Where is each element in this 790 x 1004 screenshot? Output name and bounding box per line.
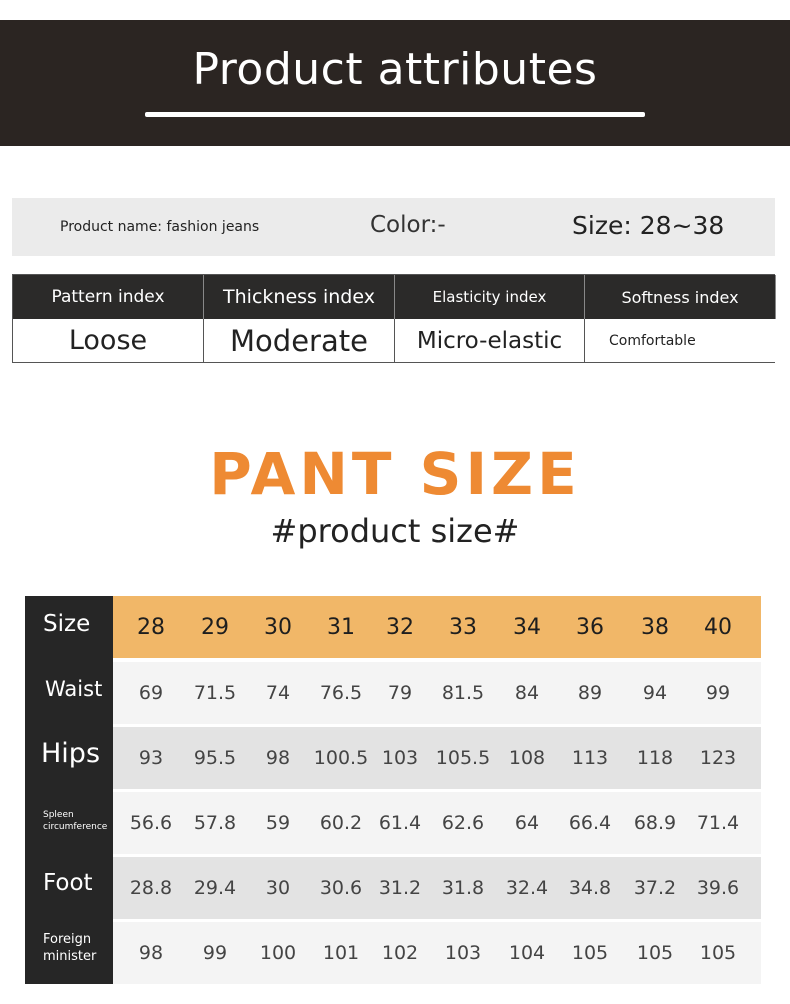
- size-chart-cell: 71.5: [193, 682, 237, 704]
- product-size-range: Size: 28~38: [572, 211, 725, 240]
- row-label-size: Size: [43, 611, 91, 637]
- size-chart-cell: 29.4: [193, 877, 237, 899]
- size-chart-cell: 104: [508, 942, 546, 964]
- row-label-foreign-line1: Foreign: [43, 932, 92, 947]
- row-label-spleen-line2: circumference: [43, 822, 108, 832]
- row-label-foreign-line2: minister: [43, 949, 97, 964]
- size-chart-cell: 71.4: [696, 812, 740, 834]
- size-chart-cell: 40: [704, 614, 732, 640]
- attr-header-pattern: Pattern index: [13, 275, 204, 319]
- size-chart-cell: 29: [201, 614, 229, 640]
- size-chart-cell: 31.8: [441, 877, 485, 899]
- size-chart-table: [25, 596, 761, 984]
- size-chart-cell: 32.4: [505, 877, 549, 899]
- row-label-foot: Foot: [43, 870, 93, 896]
- size-chart-cell: 60.2: [319, 812, 363, 834]
- row-label-waist: Waist: [45, 677, 103, 701]
- pant-size-heading: PANT SIZE: [209, 440, 581, 508]
- size-chart-cell: 76.5: [319, 682, 363, 704]
- product-color: Color:-: [370, 212, 446, 238]
- spleen-circumference-row: [113, 792, 761, 854]
- size-chart-cell: 103: [444, 942, 482, 964]
- attr-header-elasticity: Elasticity index: [395, 275, 585, 319]
- attr-header-thickness: Thickness index: [204, 275, 395, 319]
- size-chart-cell: 101: [322, 942, 360, 964]
- size-chart-cell: 34: [513, 614, 541, 640]
- size-chart-cell: 38: [641, 614, 669, 640]
- attr-value-thickness: Moderate: [204, 319, 395, 362]
- size-chart-cell: 123: [699, 747, 737, 769]
- size-chart-cell: 100.5: [313, 747, 369, 769]
- size-chart-cell: 105: [571, 942, 609, 964]
- size-chart-cell: 118: [636, 747, 674, 769]
- size-chart-cell: 74: [265, 682, 291, 704]
- size-chart-cell: 105.5: [435, 747, 491, 769]
- size-chart-cell: 39.6: [696, 877, 740, 899]
- size-chart-cell: 105: [699, 942, 737, 964]
- size-chart-cell: 59: [265, 812, 291, 834]
- size-chart-cell: 98: [138, 942, 164, 964]
- size-chart-cell: 31: [327, 614, 355, 640]
- size-chart-cell: 79: [387, 682, 413, 704]
- foreign-minister-row: [113, 922, 761, 984]
- row-label-spleen: [43, 809, 107, 833]
- size-chart-cell: 103: [381, 747, 419, 769]
- attr-value-softness: Comfortable: [585, 319, 776, 362]
- attributes-table: [12, 274, 775, 363]
- size-chart-cell: 61.4: [378, 812, 422, 834]
- size-chart-cell: 33: [449, 614, 477, 640]
- size-chart-cell: 34.8: [568, 877, 612, 899]
- size-chart-cell: 30: [265, 877, 291, 899]
- title-underline: [145, 112, 645, 117]
- foot-row: [113, 857, 761, 919]
- size-chart-cell: 102: [381, 942, 419, 964]
- size-chart-cell: 28: [137, 614, 165, 640]
- size-chart-cell: 69: [138, 682, 164, 704]
- size-chart-cell: 98: [265, 747, 291, 769]
- size-chart-cell: 62.6: [441, 812, 485, 834]
- attr-value-pattern: Loose: [13, 319, 204, 362]
- size-chart-cell: 68.9: [633, 812, 677, 834]
- size-chart-cell: 95.5: [193, 747, 237, 769]
- size-chart-cell: 89: [577, 682, 603, 704]
- size-chart-cell: 30.6: [319, 877, 363, 899]
- product-info-bar: [12, 198, 775, 256]
- attr-header-softness: Softness index: [585, 275, 776, 319]
- size-chart-cell: 56.6: [129, 812, 173, 834]
- size-chart-cell: 99: [202, 942, 228, 964]
- size-chart-cell: 28.8: [129, 877, 173, 899]
- size-chart-cell: 66.4: [568, 812, 612, 834]
- size-chart-cell: 37.2: [633, 877, 677, 899]
- size-chart-cell: 93: [138, 747, 164, 769]
- row-label-foreign: [43, 931, 96, 965]
- size-chart-cell: 84: [514, 682, 540, 704]
- waist-row: [113, 662, 761, 724]
- size-chart-cell: 113: [571, 747, 609, 769]
- size-chart-cell: 31.2: [378, 877, 422, 899]
- page-title: Product attributes: [192, 44, 598, 95]
- size-chart-cell: 108: [508, 747, 546, 769]
- product-name: Product name: fashion jeans: [60, 219, 260, 235]
- size-chart-cell: 81.5: [441, 682, 485, 704]
- size-chart-cell: 32: [386, 614, 414, 640]
- row-label-hips: Hips: [41, 738, 101, 769]
- pant-size-subheading: #product size#: [270, 512, 520, 550]
- size-chart-cell: 30: [264, 614, 292, 640]
- size-chart-cell: 99: [705, 682, 731, 704]
- size-chart-cell: 100: [259, 942, 297, 964]
- attr-value-elasticity: Micro-elastic: [395, 319, 585, 362]
- size-chart-cell: 57.8: [193, 812, 237, 834]
- hips-row: [113, 727, 761, 789]
- size-chart-cell: 94: [642, 682, 668, 704]
- size-chart-cell: 105: [636, 942, 674, 964]
- size-row: [113, 596, 761, 658]
- size-chart-cell: 64: [514, 812, 540, 834]
- row-label-spleen-line1: Spleen: [43, 810, 74, 820]
- size-chart-label-column: [25, 596, 113, 984]
- size-chart-cell: 36: [576, 614, 604, 640]
